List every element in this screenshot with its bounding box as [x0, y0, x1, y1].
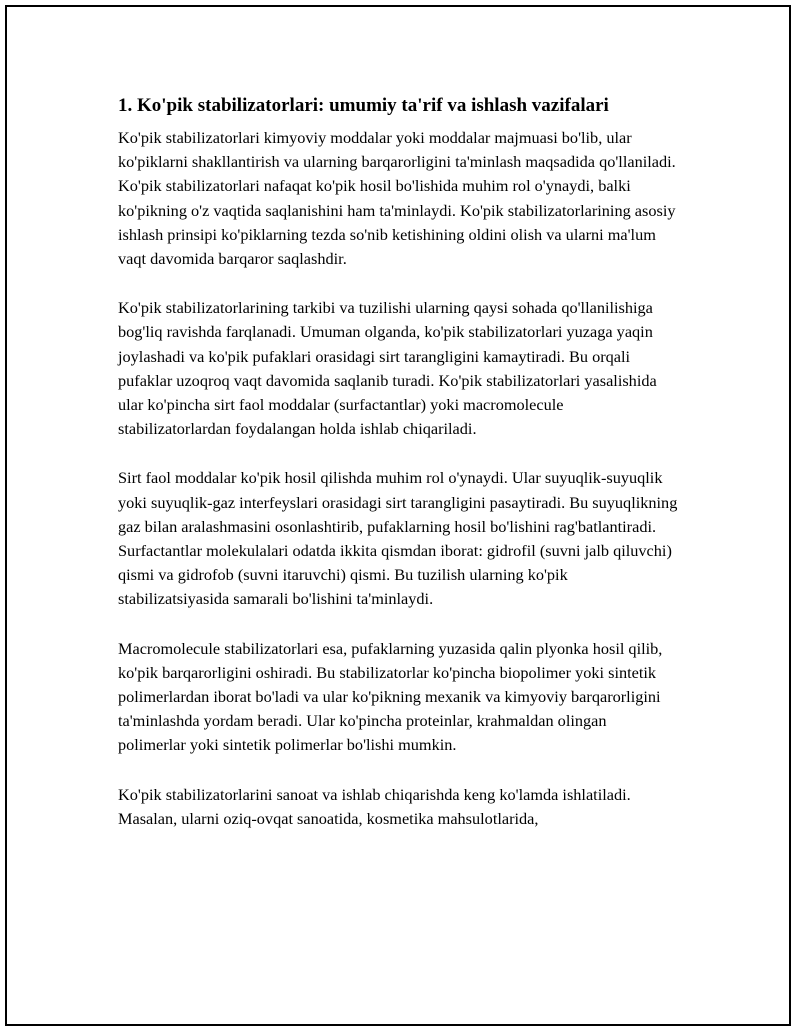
- paragraph-1: Ko'pik stabilizatorlari kimyoviy moddalar yoki moddalar majmuasi bo'lib, ular ko'piklarni shakllantirish va ularning barqarorligini ta'minlash maqsadida qo'llaniladi. Ko'pik stabilizatorlari nafaqat ko'pik hosil bo'lishida muhim rol o'ynaydi, balki ko'pikning o'z vaqtida saqlanishini ham ta'minlaydi. Ko'pik stabilizatorlarining asosiy ishlash prinsipi ko'piklarning tezda so'nib ketishining oldini olish va ularni ma'lum vaqt davomida barqaror saqlashdir.: [118, 128, 676, 269]
- section-heading: 1. Ko'pik stabilizatorlari: umumiy ta'rif va ishlash vazifalari: [118, 95, 609, 116]
- paragraph-4: Macromolecule stabilizatorlari esa, pufaklarning yuzasida qalin plyonka hosil qilib, ko'pik barqarorligini oshiradi. Bu stabilizatorlar ko'pincha biopolimer yoki sintetik polimerlardan iborat bo'ladi va ular ko'pikning mexanik va kimyoviy barqarorligini ta'minlashda yordam beradi. Ular ko'pincha proteinlar, krahmaldan olingan polimerlar yoki sintetik polimerlar bo'lishi mumkin.: [118, 638, 663, 755]
- document-body: [118, 92, 678, 856]
- paragraph-3: Sirt faol moddalar ko'pik hosil qilishda muhim rol o'ynaydi. Ular suyuqlik-suyuqlik yoki suyuqlik-gaz interfeyslari orasidagi sirt tarangligini pasaytiradi. Bu suyuqlikning gaz bilan aralashmasini osonlashtirib, pufaklarning hosil bo'lishini rag'batlantiradi. Surfactantlar molekulalari odatda ikkita qismdan iborat: gidrofil (suvni jalb qiluvchi) qismi va gidrofob (suvni itaruvchi) qismi. Bu tuzilish ularning ko'pik stabilizatsiyasida samarali bo'lishini ta'minlaydi.: [118, 468, 678, 609]
- paragraph-2: Ko'pik stabilizatorlarining tarkibi va tuzilishi ularning qaysi sohada qo'llanilishiga bog'liq ravishda farqlanadi. Umuman olganda, ko'pik stabilizatorlari yuzaga yaqin joylashadi va ko'pik pufaklari orasidagi sirt tarangligini kamaytiradi. Bu orqali pufaklar uzoqroq vaqt davomida saqlanib turadi. Ko'pik stabilizatorlari yasalishida ular ko'pincha sirt faol moddalar (surfactantlar) yoki macromolecule stabilizatorlardan foydalangan holda ishlab chiqariladi.: [118, 298, 657, 439]
- paragraph-5: Ko'pik stabilizatorlarini sanoat va ishlab chiqarishda keng ko'lamda ishlatiladi. Masalan, ularni oziq-ovqat sanoatida, kosmetika mahsulotlarida,: [118, 784, 631, 828]
